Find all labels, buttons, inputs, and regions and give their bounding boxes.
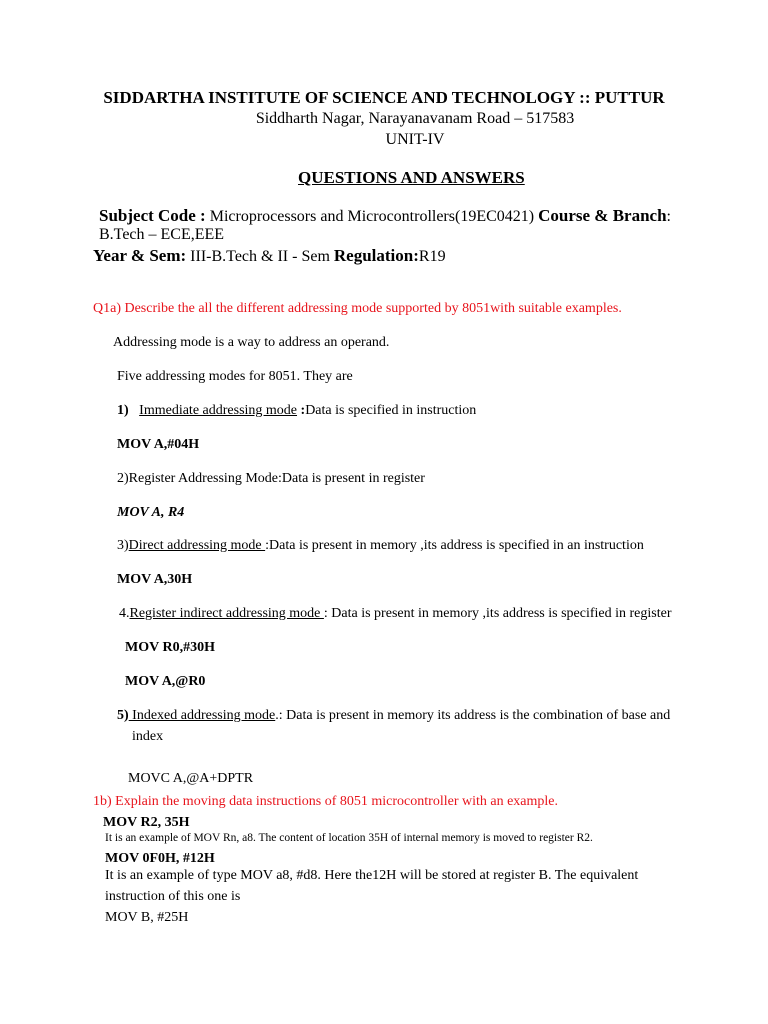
mode-5-description-cont: index [132,729,164,744]
year-sem-value: III-B.Tech & II - Sem [190,248,330,265]
subject-code-value: Microprocessors and Microcontrollers(19EC0421) [209,208,535,225]
section-title: QUESTIONS AND ANSWERS [298,168,525,187]
mode-3-number: 3) [117,538,129,553]
intro-text: Addressing mode is a way to address an operand. [113,335,390,350]
mode-5-description: .: Data is present in memory its address is the combination of base and [275,708,671,723]
example-2-description: It is an example of type MOV a8, #d8. Here the12H will be stored at register B. The equivalent [105,868,639,883]
year-sem-label: Year & Sem: [93,246,187,265]
mode-5-example: MOVC A,@A+DPTR [128,771,254,786]
mode-4-number: 4. [119,606,130,621]
course-branch-label: Course & Branch [538,206,667,225]
mode-4-example-1: MOV R0,#30H [125,640,215,655]
example-1-description: It is an example of MOV Rn, a8. The content of location 35H of internal memory is moved to register R2. [105,832,593,844]
unit-label: UNIT-IV [385,131,445,148]
mode-4-name: Register indirect addressing mode [129,606,324,621]
mode-4-line [119,607,672,621]
institute-name: SIDDARTHA INSTITUTE OF SCIENCE AND TECHNOLOGY :: PUTTUR [103,88,665,107]
mode-1-name: Immediate addressing mode [139,403,298,418]
subject-code-label: Subject Code : [99,206,206,225]
year-sem-line [93,247,446,265]
mode-1-separator: : [297,403,306,418]
example-2-equivalent: MOV B, #25H [105,910,189,925]
course-branch-colon: : [666,208,671,225]
example-2-description-cont: instruction of this one is [105,889,241,904]
mode-2-example: MOV A, R4 [117,505,185,520]
modes-count-text: Five addressing modes for 8051. They are [117,369,353,384]
mode-1-description: Data is specified in instruction [305,403,477,418]
example-1-heading: MOV R2, 35H [103,815,190,830]
mode-4-example-2: MOV A,@R0 [125,674,206,689]
mode-1-line [117,404,476,418]
mode-2-line: 2)Register Addressing Mode:Data is present in register [117,471,425,486]
mode-5-number: 5) [117,708,129,723]
regulation-value: R19 [418,248,446,265]
question-1b: 1b) Explain the moving data instructions of 8051 microcontroller with an example. [93,794,559,809]
example-2-heading: MOV 0F0H, #12H [105,851,215,866]
mode-5-name: Indexed addressing mode [128,708,276,723]
mode-1-number: 1) [117,403,129,418]
mode-3-name: Direct addressing mode [128,538,266,553]
mode-5-line [117,709,670,723]
institute-address: Siddharth Nagar, Narayanavanam Road – 517583 [255,110,575,127]
mode-3-line [117,539,644,553]
regulation-label: Regulation: [333,246,419,265]
mode-3-description: :Data is present in memory ,its address is specified in an instruction [265,538,644,553]
question-1a: Q1a) Describe the all the different addressing mode supported by 8051with suitable examples. [93,301,622,316]
mode-4-description: : Data is present in memory ,its address is specified in register [323,606,672,621]
course-branch-value: B.Tech – ECE,EEE [99,226,225,243]
mode-1-example: MOV A,#04H [117,437,200,452]
mode-3-example: MOV A,30H [117,572,193,587]
subject-code-line [99,207,671,225]
